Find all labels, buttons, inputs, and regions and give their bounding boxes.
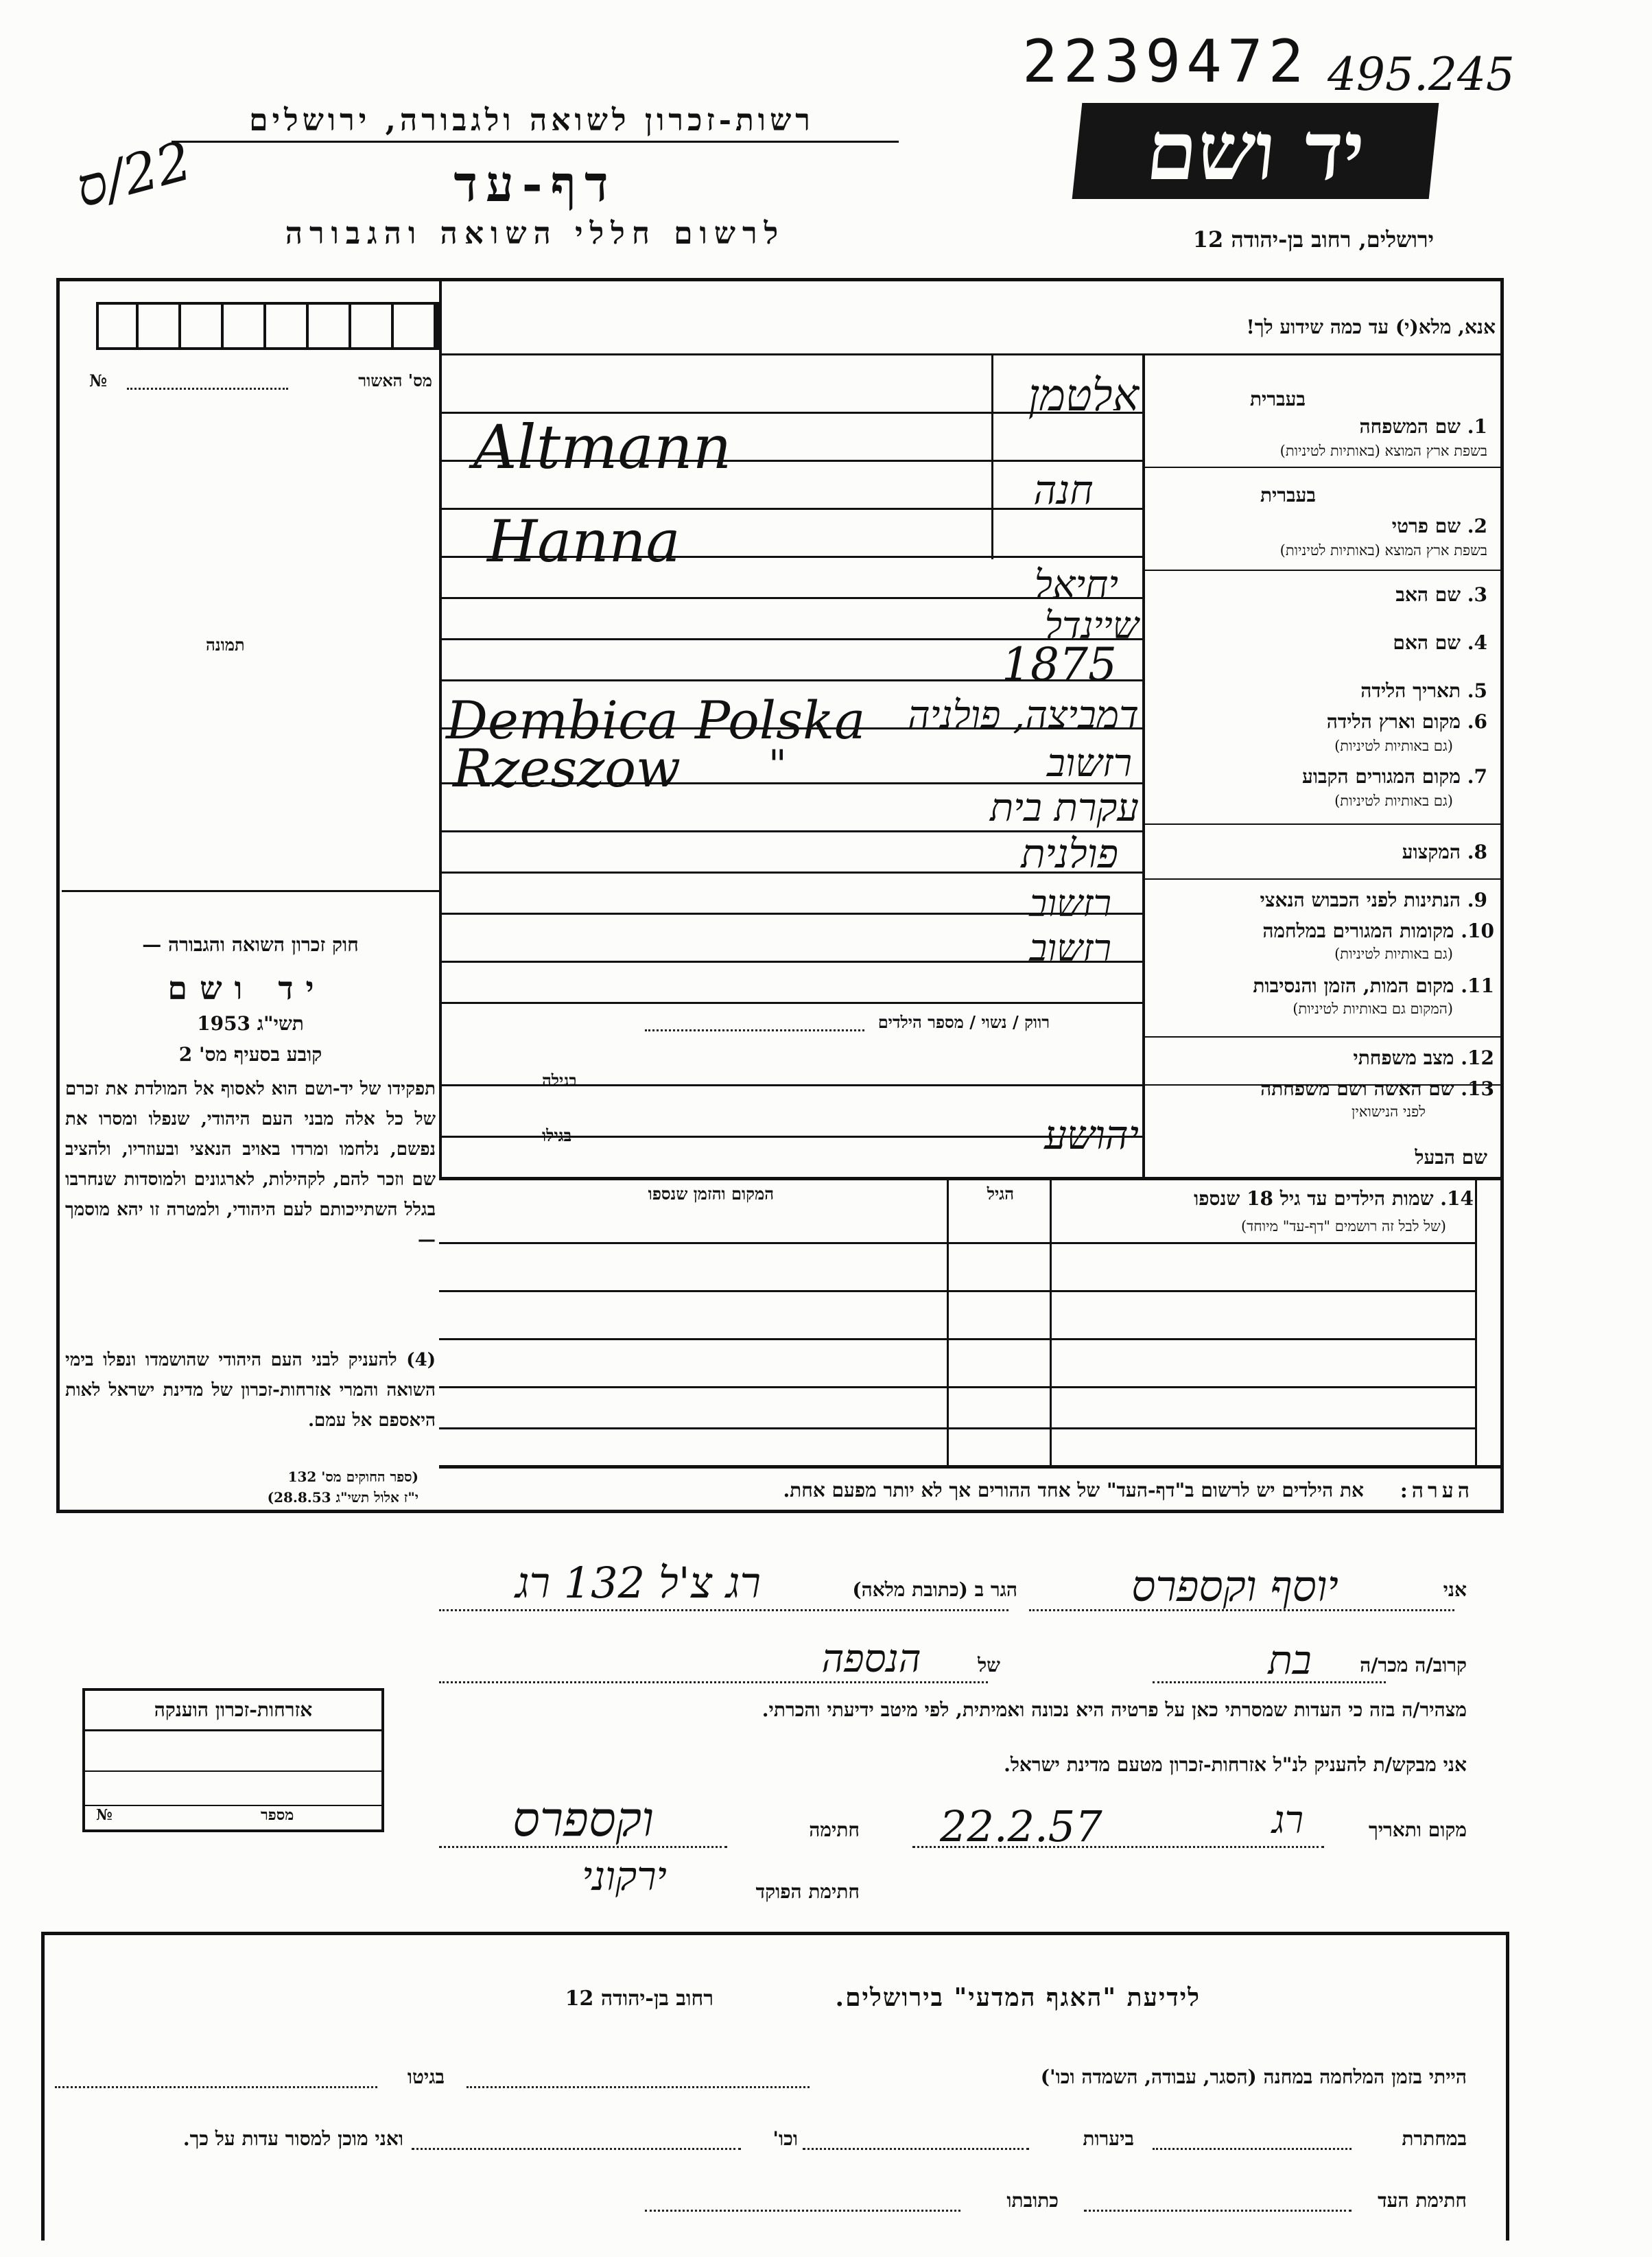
death-place: רזשוב (1029, 926, 1111, 970)
father-name: יחיאל (1034, 563, 1118, 607)
authority-underline (172, 141, 899, 143)
field-label-8: 8. המקצוע (1402, 841, 1487, 863)
footer-line1-dots (467, 2086, 810, 2088)
note-text: את הילדים יש לרשום ב"דף-העד" של אחד ההורים אך לא יותר מפעם אחת. (783, 1479, 1364, 1501)
citizenship-title: אזרחות-זכרון הוענקה (154, 1698, 313, 1721)
footer-line3-dots1 (1084, 2210, 1352, 2212)
field-label-11: 11. מקום המות, הזמן והנסיבות (1253, 974, 1494, 997)
archive-number: 2239472 (1022, 27, 1310, 96)
law-gazette-date: י"ז אלול תשי"ג 28.8.53) (267, 1489, 418, 1506)
handwritten-corner: 22/ס (69, 130, 198, 220)
occupation: עקרת בית (990, 786, 1139, 830)
field-sub-7: (גם באותיות לטיניות) (1334, 793, 1453, 809)
footer-line3-b: כתובתו (1006, 2189, 1059, 2212)
law-gazette: (ספר החוקים מס' 132 (287, 1469, 418, 1485)
field-label-12: 12. מצב משפחתי (1353, 1046, 1494, 1069)
citizenship-line (82, 1770, 384, 1772)
field-sub-6: (גם באותיות לטיניות) (1334, 738, 1453, 754)
footer-line2-c: וכו' (772, 2127, 798, 2150)
birth-date: 1875 (1002, 638, 1117, 691)
firstname-hebrew: חנה (1033, 467, 1094, 513)
note-label: הערה: (1400, 1479, 1474, 1503)
place-date-label: מקום ותאריך (1368, 1819, 1467, 1841)
footer-line2-b: ביערות (1083, 2127, 1134, 2150)
children-bottom-line (439, 1465, 1502, 1469)
children-row-line (439, 1386, 1475, 1388)
surname-hebrew: אלטמן (1028, 371, 1139, 421)
residence-ditto: " (768, 741, 787, 788)
address-line: ירושלים, רחוב בן-יהודה 12 (1192, 226, 1434, 253)
field-label-5: 5. תאריך הלידה (1360, 679, 1487, 702)
age-label-2: בגילו (542, 1125, 572, 1145)
husband-name: יהושע (1044, 1112, 1139, 1158)
field-label-13: 13. שם האשה ושם משפחתה (1260, 1077, 1494, 1100)
relation-line (1153, 1681, 1386, 1683)
children-row-line (439, 1427, 1475, 1429)
law-body: תפקידו של יד-ושם הוא לאסוף אל המולדת את זכרם של כל אלה מבני העם היהודי, שנפלו ומסרו את נפשם, נלחמו ומרדו באויב הנאצי ובעוזריו, ולהציב שם וזכר להם, לקהילות, לארגונים ולמוסדות שנחרבו בגלל השתייכותם לעם היהודי, ולמטרה זו יהא מוסמך — (65, 1079, 436, 1250)
footer-line3-dots2 (645, 2210, 960, 2212)
footer-line1-a: הייתי בזמן המלחמה במחנה (הסגר, עבודה, השמדה וכו') (1040, 2066, 1467, 2088)
declarant-name-line (1029, 1609, 1454, 1611)
field-label-3: 3. שם האב (1395, 583, 1487, 606)
mother-name: שיינדל (1044, 604, 1139, 647)
instructions: אנא, מלא(י) עד כמה שידוע לך! (1246, 316, 1496, 338)
law-logo: יד ושם (167, 970, 327, 1007)
place-value: רג (1272, 1798, 1303, 1843)
footer-line1-b: בגיטו (407, 2066, 445, 2088)
declarant-name: יוסף וקספרס (1131, 1561, 1338, 1611)
citizenship-number-sign: № (96, 1806, 113, 1824)
page-number: 495.245 (1328, 48, 1515, 101)
resides-label: הגר ב (כתובת מלאה) (852, 1578, 1017, 1601)
confirm-label: מס' האשור (358, 371, 432, 390)
children-top-line (439, 1177, 1502, 1180)
confirm-ticks (96, 302, 439, 350)
of-line (439, 1681, 988, 1683)
field-label-6: 6. מקום וארץ הלידה (1326, 710, 1487, 733)
place-date-line (912, 1846, 1324, 1848)
field-sub-11: (המקום גם באותיות לטיניות) (1293, 1001, 1453, 1017)
footer-line2-d: ואני מוכן למסור עדות על כך. (182, 2127, 403, 2150)
relation-label: קרוב/ה מכר/ה (1360, 1654, 1467, 1676)
footer-line1-dots2 (55, 2086, 377, 2088)
of-name: הנספה (821, 1637, 921, 1681)
children-title: 14. שמות הילדים עד גיל 18 שנספו (1194, 1187, 1474, 1210)
officer-signature: ירקוני (582, 1853, 667, 1899)
declarant-i-label: אני (1443, 1578, 1467, 1601)
footer-line2-a: במחתרת (1402, 2127, 1467, 2150)
children-age-header: הגיל (987, 1184, 1014, 1204)
birthplace-hebrew: דמביצה, פולניה (907, 693, 1139, 738)
law-title: חוק זכרון השואה והגבורה — (142, 933, 359, 956)
confirm-number-sign: № (89, 371, 108, 390)
residence-latin: Rzeszow (453, 738, 681, 799)
relation-value: בת (1268, 1637, 1312, 1683)
marital-options: רווק / נשוי / מספר הילדים (877, 1012, 1050, 1032)
children-col-line (1050, 1177, 1052, 1465)
children-row-line (439, 1290, 1475, 1292)
declaration-text: מצהיר/ה בזה כי העדות שמסרתי כאן על פרטיה היא נכונה ואמיתית, לפי מיטב ידיעתי והכרתי. (762, 1698, 1467, 1721)
signature-value: וקספרס (512, 1791, 654, 1847)
children-row-line (439, 1242, 1475, 1244)
date-value: 22.2.57 (940, 1801, 1102, 1851)
field-label-9: 9. הנתינות לפני הכבוש הנאצי (1260, 889, 1487, 911)
hebrew-tag-2: בעברית (1260, 484, 1316, 506)
field-sub-10: (גם באותיות לטיניות) (1334, 946, 1453, 962)
footer-line3-a: חתימת העד (1378, 2189, 1467, 2212)
children-col-line (1475, 1177, 1477, 1465)
footer-line2-dots1 (1153, 2148, 1352, 2150)
authority-line: רשות-זכרון לשואה ולגבורה, ירושלים (249, 103, 814, 138)
label-row-line (1142, 1036, 1502, 1038)
hebrew-tag-1: בעברית (1249, 388, 1306, 410)
field-sub-1: בשפת ארץ המוצא (באותיות לטיניות) (1279, 443, 1487, 459)
field-sub-13: לפני הנישואין (1352, 1103, 1426, 1120)
field-label-1: 1. שם המשפחה (1359, 415, 1487, 438)
value-row-line (439, 1002, 1142, 1004)
footer-title: לידיעת "האגף המדעי" בירושלים. (835, 1983, 1201, 2012)
declarant-address-line (439, 1609, 1008, 1611)
form-title: דף-עד (453, 154, 617, 213)
signature-line (439, 1846, 727, 1848)
footer-line2-dots2 (803, 2148, 1029, 2150)
confirm-number-line (127, 388, 288, 390)
residence-hebrew: רזשוב (1046, 741, 1132, 786)
photo-frame (62, 398, 439, 892)
children-note: (של לבל זה רושמים "דף-עד" מיוחד) (1240, 1218, 1446, 1235)
age-label-1: בגילה (542, 1071, 577, 1090)
label-row-line (1142, 570, 1502, 571)
citizenship-line (82, 1805, 384, 1806)
nationality: פולנית (1021, 830, 1118, 877)
firstname-latin: Hanna (487, 508, 681, 575)
label-row-line (1142, 823, 1502, 825)
field-label-7: 7. מקום המגורים הקבוע (1302, 765, 1487, 788)
field-label-husband: שם הבעל (1415, 1146, 1487, 1169)
children-place-header: המקום והזמן שנספו (648, 1184, 774, 1204)
instructions-line (439, 353, 1502, 355)
marital-dotted (645, 1029, 864, 1031)
field-label-10: 10. מקומות המגורים במלחמה (1262, 920, 1494, 942)
of-label: של (978, 1654, 1000, 1676)
field-label-4: 4. שם האם (1393, 631, 1487, 654)
signature-label: חתימה (809, 1819, 860, 1841)
law-clause: קובע בסעיף מס' 2 (178, 1043, 322, 1066)
declarant-address: רג צ'ל 132 רג (515, 1558, 761, 1608)
law-clause4: (4) להעניק לבני העם היהודי שהושמדו ונפלו בימי השואה והמרי אזרחות-זכרון של מדינת ישראל לאות היאספם אל עמם. (65, 1350, 436, 1431)
field-sub-2: בשפת ארץ המוצא (באותיות לטיניות) (1279, 542, 1487, 559)
yad-vashem-logo: יד ושם (1072, 103, 1439, 199)
officer-label: חתימת הפוקד (755, 1880, 860, 1903)
form-subtitle: לרשום חללי השואה והגבורה (285, 216, 786, 251)
footer-line2-dots3 (412, 2148, 741, 2150)
label-row-line (1142, 878, 1502, 880)
field-label-2: 2. שם פרטי (1391, 515, 1487, 537)
photo-label: תמונה (206, 635, 245, 655)
citizenship-number-label: מספר (261, 1806, 294, 1824)
children-col-line (947, 1177, 949, 1465)
footer-address: רחוב בן-יהודה 12 (565, 1987, 713, 2011)
birthplace-latin: Dembica Polska (446, 690, 866, 751)
children-row-line (439, 1338, 1475, 1340)
citizenship-line (82, 1729, 384, 1731)
surname-latin: Altmann (473, 412, 732, 482)
label-row-line (1142, 467, 1502, 468)
request-text: אני מבקש/ת להעניק לנ"ל אזרחות-זכרון מטעם מדינת ישראל. (1004, 1753, 1467, 1776)
law-year: תשי"ג 1953 (197, 1012, 304, 1035)
label-column-divider (1142, 353, 1145, 1177)
wartime-residence: רזשוב (1029, 882, 1111, 925)
